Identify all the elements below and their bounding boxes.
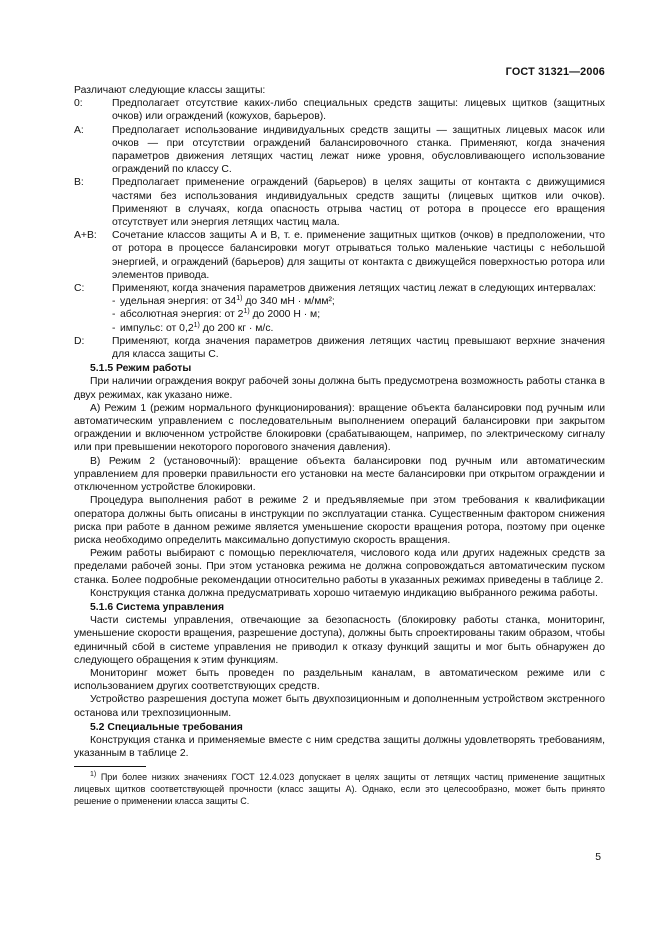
list-item-text: абсолютная энергия: от 2$^{1)}$ до 2000 Н · м; [120, 308, 321, 321]
protection-class-a [74, 124, 605, 177]
paragraph: А) Режим 1 (режим нормального функционирования): вращение объекта балансировки под ручным или автоматическим управлением с последовательным выполнением операций балансировки при закрытом ограждении и включенном устройстве блокировки (срабатывающем, например, по электрическому сигналу или при превышении некоторого порогового значения давления). [74, 402, 605, 454]
list-item-text: удельная энергия: от 34$^{1)}$ до 340 мН · м/мм²; [120, 295, 335, 308]
class-description: Предполагает отсутствие каких-либо специальных средств защиты: лицевых щитков (защитных очков) или ограждений (кожухов, барьеров). [112, 98, 605, 123]
paragraph: Конструкция станка должна предусматривать хорошо читаемую индикацию выбранного режима работы. [90, 587, 598, 599]
class-description: Применяют, когда значения параметров движения летящих частиц лежат в следующих интервалах: [112, 283, 597, 295]
footnote-marker: 1) [90, 771, 97, 779]
class-description: Предполагает использование индивидуальных средств защиты — защитных лицевых масок или очков — при отсутствии ограждений балансировочного станка. Применяют, когда значения параметров движения летящих частиц лежат ниже уровня, обусловливающего использование ограждений по классу С. [112, 124, 605, 176]
protection-class-0 [74, 97, 605, 123]
page-number: 5 [595, 852, 601, 863]
paragraph: Режим работы выбирают с помощью переключателя, числового кода или других надежных средств за пределами рабочей зоны. При этом установка режима не должна сопровождаться автоматическим пуском станка. Более подробные рекомендации относительно работы в указанных режимах приведены в таблице 2. [74, 548, 605, 586]
paragraph: Части системы управления, отвечающие за безопасность (блокировку работы станка, мониторинг, уменьшение скорости вращения, разрешение доступа), должны быть спроектированы таким образом, чтобы единичный сбой в системе управления не приводил к отказу функций защиты и мог быть обнаружен до следующего обращения к этим функциям. [74, 615, 605, 666]
class-c-item [112, 295, 605, 308]
list-dash: - [112, 322, 116, 334]
list-dash: - [112, 309, 116, 321]
protection-class-a-plus-b [74, 229, 605, 282]
footnote-text: При более низких значениях ГОСТ 12.4.023 допускает в целях защиты от летящих частиц применение защитных лицевых щитков соответствующей прочности (класс защиты А). Однако, если это целесообразно, может быть принято решение о применении класса защиты С. [74, 772, 605, 807]
classes-intro: Различают следующие классы защиты: [74, 85, 266, 96]
footnote-ref: 1) [236, 295, 243, 303]
protection-class-c [74, 282, 605, 335]
paragraph: Устройство разрешения доступа может быть двухпозиционным и дополненным устройством экстренного останова или трехпозиционным. [74, 694, 605, 719]
section-heading-5-1-5: 5.1.5 Режим работы [90, 363, 192, 375]
paragraph: Конструкция станка и применяемые вместе с ним средства защиты должны удовлетворять требованиям, указанным в таблице 2. [74, 734, 605, 760]
class-code: В: [74, 177, 84, 189]
list-item-text: импульс: от 0,2$^{1)}$ до 200 кг · м/с. [120, 321, 274, 334]
list-dash: - [112, 296, 116, 308]
footnote [74, 771, 605, 807]
class-code: С: [74, 283, 85, 295]
page-content [74, 84, 605, 807]
class-description: Применяют, когда значения параметров движения летящих частиц превышают верхние значения для класса защиты С. [112, 335, 605, 361]
class-description: Сочетание классов защиты А и В, т. е. применение защитных щитков (очков) в предположении, что от ротора в процессе балансировки могут отрываться только маленькие частицы с небольшой энергией, и ограждений (барьеров) для защиты от контакта с движущейся поверхностью ротора или элементов привода. [112, 230, 605, 281]
standard-code-header: ГОСТ 31321—2006 [505, 66, 605, 78]
class-c-item [112, 308, 605, 321]
class-code: D: [74, 335, 85, 347]
paragraph: При наличии ограждения вокруг рабочей зоны должна быть предусмотрена возможность работы станка в двух режимах, как указано ниже. [74, 376, 605, 401]
paragraph: Процедура выполнения работ в режиме 2 и предъявляемые при этом требования к квалификации оператора должны быть описаны в инструкции по эксплуатации станка. Существенным фактором снижения риска при работе в данном режиме является уменьшение скорости вращения ротора, поэтому при оценке риска необходимо определить максимально допустимую скорость вращения. [74, 495, 605, 546]
protection-class-b [74, 176, 605, 229]
class-c-item [112, 322, 605, 335]
footnote-ref: 1) [243, 308, 250, 316]
footnote-divider [74, 766, 146, 767]
section-heading-5-1-6: 5.1.6 Система управления [90, 601, 225, 613]
class-description: Предполагает применение ограждений (барьеров) в целях защиты от контакта с движущимися частями без использования индивидуальных средств защиты (лицевых щитков или очков). Применяют в случаях, когда опасность отрыва частиц от ротора в процессе его вращения отсутствует или энергия летящих частиц мала. [112, 177, 605, 229]
class-code: 0: [74, 98, 83, 110]
paragraph: В) Режим 2 (установочный): вращение объекта балансировки под ручным или автоматическим управлением для проверки правильности его установки на месте балансировки при открытом ограждении и отключенном устройстве блокировки. [74, 455, 605, 494]
class-code: А+В: [74, 230, 97, 242]
protection-class-d [74, 335, 605, 361]
class-code: A: [74, 124, 84, 136]
paragraph: Мониторинг может быть проведен по раздельным каналам, в автоматическом режиме или с использованием других соответствующих средств. [74, 667, 605, 693]
footnote-ref: 1) [193, 321, 200, 329]
section-heading-5-2: 5.2 Специальные требования [90, 721, 243, 733]
class-description-block [112, 282, 605, 335]
